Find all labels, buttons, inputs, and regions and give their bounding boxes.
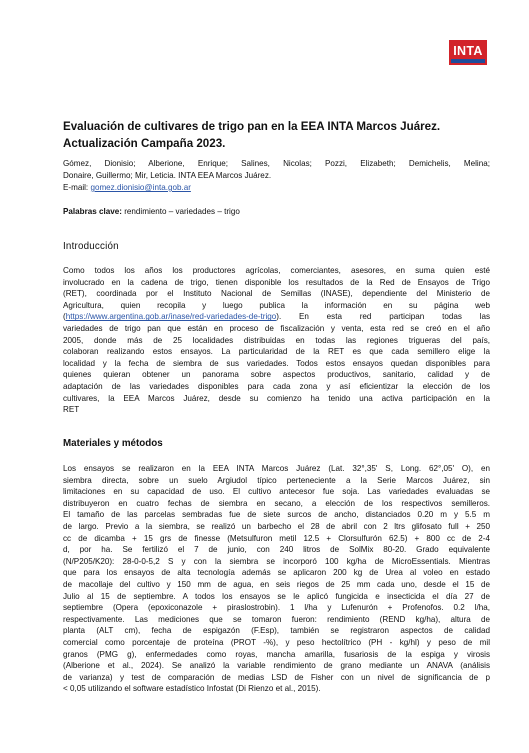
materials-line: planta (ALT cm), fecha de espigazón (F.Esp), también se registraron aspectos de calidad — [63, 626, 490, 636]
keywords-label: Palabras clave: — [63, 207, 122, 216]
intro-line: 2005, donde más de 25 localidades distribuidas en todas las regiones trigueras del país, — [63, 335, 490, 345]
materials-heading: Materiales y métodos — [63, 438, 163, 449]
materials-line: respectivamente. Las mediciones que se tomaron fueron: rendimiento (REND kg/ha), altura de — [63, 614, 490, 624]
email-link[interactable]: gomez.dionisio@inta.gob.ar — [90, 183, 191, 192]
intro-line: localidad y la fecha de siembra de sus variedades. Todos estos ensayos quedan disponibles para — [63, 358, 490, 368]
materials-line: cc de dicamba + 15 grs de finesse (Metsulfuron metil 12.5 + Clorsulfurón 62.5) + 800 cc de 2-4 — [63, 533, 490, 543]
materials-line: d, por ha. Se fertilizó el 7 de junio, con 240 litros de SolMix 80-20. Grado equivalente — [63, 545, 490, 555]
link-prefix: ( — [63, 312, 66, 322]
intro-line: Agricultura, quien recopila y luego publica la información en su página web — [63, 300, 490, 310]
intro-line: quienes quieran obtener un panorama sobre aspectos productivos, sanitario, calidad y de — [63, 370, 490, 380]
authors-line-1: Gómez, Dionisio; Alberione, Enrique; Salines, Nicolas; Pozzi, Elizabeth; Demichelis, Melina; — [63, 159, 490, 168]
inase-link[interactable]: https://www.argentina.gob.ar/inase/red-variedades-de-trigo — [65, 312, 277, 322]
materials-line: < 0,05 utilizando el software estadístico Infostat (Di Rienzo et al., 2015). — [63, 684, 321, 694]
intro-line: involucrado en la cadena de trigo, tienen disponible los resultados de la Red de Ensayos de Trigo — [63, 277, 490, 287]
materials-line: de largo. Previo a la siembra, se realizó un barbecho el 28 de abril con 2 ltrs glifosato full + 250 — [63, 521, 490, 531]
intro-line: Como todos los años los productores agrícolas, comerciantes, asesores, en suma quien esté — [63, 266, 490, 275]
materials-line: granos (PMG g), enfermedades como royas, mancha amarilla, fusariosis de la espiga y virosis — [63, 649, 490, 659]
intro-line-with-link — [63, 311, 490, 323]
inta-logo-icon — [449, 40, 487, 65]
intro-line: adaptación de las variedades disponibles para cada zona y así eficientizar la elección de los — [63, 381, 490, 391]
intro-line: variedades de trigo pan que están en proceso de fiscalización y venta, esta red se creó en el año — [63, 323, 490, 333]
materials-line: El tamaño de las parcelas sembradas fue de siete surcos de ancho, distanciados 0.20 m y 5.5 m — [63, 510, 490, 520]
intro-line: (RET), coordinada por el Instituto Nacional de Semillas (INASE), dependiente del Ministerio de — [63, 289, 490, 299]
materials-line: (N/P205/K20): 28-0-0-5,2 S y con la siembra se incorporó 100 kg/ha de MicroEssentials. Mientras — [63, 556, 490, 566]
materials-line: septiembre (Opera (epoxiconazole + piraslostrobin). 1 l/ha y Lufenurón + Profenofos. 0.2 l/ha, — [63, 603, 490, 613]
intro-paragraph — [63, 265, 490, 416]
materials-line: siembra directa, sobre un suelo Argiudol típico perteneciente a la Serie Marcos Juárez, sin — [63, 475, 490, 485]
keywords — [63, 206, 240, 218]
intro-line: cultivares, la EEA Marcos Juárez, desde su comienzo ha tenido una activa participación en la — [63, 393, 490, 403]
title-line-1: Evaluación de cultivares de trigo pan en la EEA INTA Marcos Juárez. — [63, 120, 441, 133]
materials-line: Los ensayos se realizaron en la EEA INTA Marcos Juárez (Lat. 32°,35' S, Long. 62°,05' O), en — [63, 464, 490, 473]
intro-line: colaboran realizando estos ensayos. La particularidad de la RET es que cada semillero elige la — [63, 347, 490, 357]
link-suffix: ). En esta red participan todas las — [276, 312, 490, 322]
materials-paragraph — [63, 463, 490, 695]
materials-line: de macollaje del cultivo y 150 mm de agua, en seis riegos de 25 mm cada uno, desde el 15 de — [63, 579, 490, 589]
materials-line: limitaciones en su capacidad de uso. El cultivo antecesor fue soja. Las variedades evaluadas se — [63, 487, 490, 497]
title-line-2: Actualización Campaña 2023. — [63, 137, 226, 150]
authors-line-2: Donaire, Guillermo; Mir, Leticia. INTA EEA Marcos Juárez. — [63, 170, 272, 180]
paper-title — [63, 118, 493, 152]
materials-line: que para los ensayos de alta tecnología además se aplicaron 200 kg de Urea al voleo en estado — [63, 568, 490, 578]
intro-heading: Introducción — [63, 241, 119, 252]
materials-line: (Alberione et al., 2024). Se analizó la variable rendimiento de grano mediante un ANAVA (análisis — [63, 661, 490, 671]
intro-line: RET — [63, 405, 80, 415]
authors — [63, 158, 490, 181]
materials-line: de varianza) y test de comparación de medias LSD de Fisher con un nivel de significancia de p — [63, 672, 490, 682]
email-label: E-mail: — [63, 183, 91, 192]
materials-line: distribuyeron en cuatro fechas de siembra en secano, a elección de los respectivos semilleros. — [63, 498, 490, 508]
materials-line: comercial como porcentaje de proteína (PROT -%), y peso hectolítrico (PH - kg/hl) y peso de mil — [63, 637, 490, 647]
keywords-value: rendimiento – variedades – trigo — [121, 207, 240, 216]
email-line — [63, 182, 191, 194]
inta-logo — [449, 40, 487, 65]
materials-line: Julio al 15 de septiembre. A todos los ensayos se le aplicó fungicida e insecticida el día 27 de — [63, 591, 490, 601]
svg-text:INTA: INTA — [453, 44, 483, 58]
